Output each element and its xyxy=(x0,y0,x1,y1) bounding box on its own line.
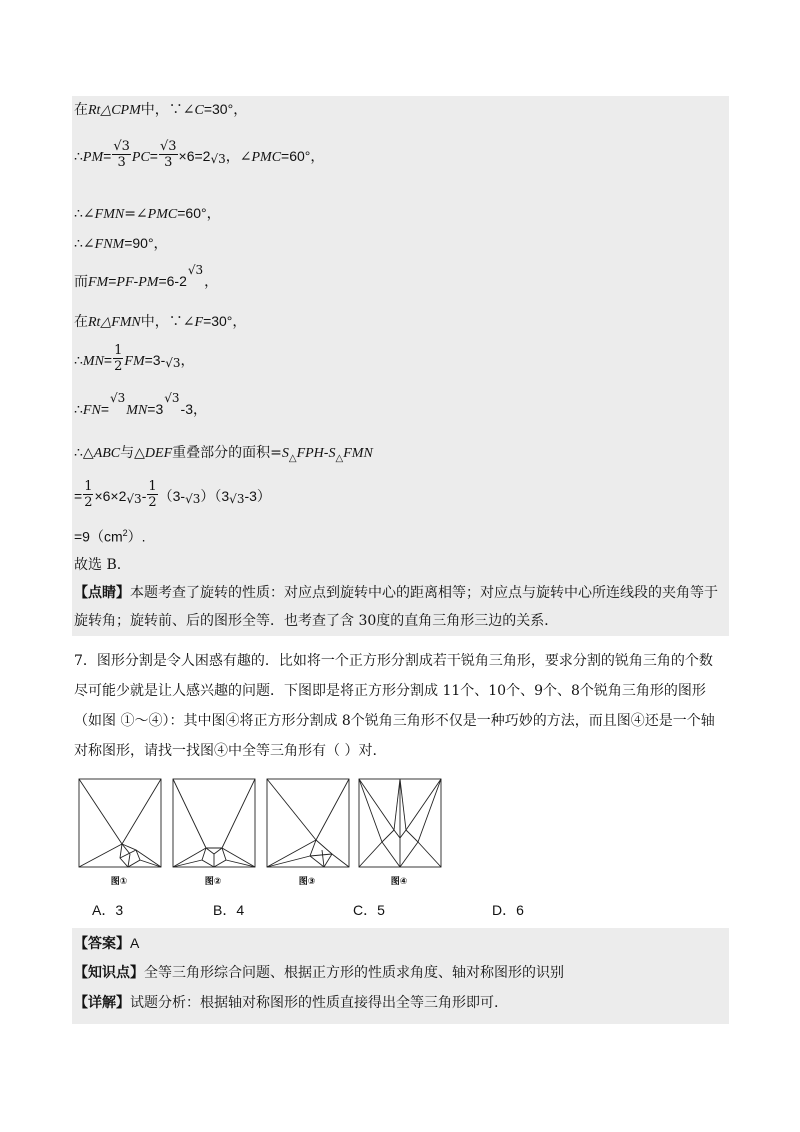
sol-line-11 xyxy=(74,524,146,546)
comment-line-2 xyxy=(74,612,558,630)
fraction xyxy=(113,343,123,374)
sqrt: √3 xyxy=(229,492,245,506)
text: 在 xyxy=(74,102,88,118)
comment-line-1 xyxy=(74,584,718,602)
answer-line xyxy=(74,934,139,953)
sol-line-1 xyxy=(74,100,247,120)
text: =9（cm xyxy=(74,528,123,545)
text: ∴∠ xyxy=(74,236,95,252)
knowledge-text: 全等三角形综合问题、根据正方形的性质求角度、轴对称图形的识别 xyxy=(144,965,564,981)
text: ，∠ xyxy=(225,149,252,165)
text: ）（3 xyxy=(200,488,230,504)
sqrt: √3 xyxy=(187,263,204,277)
answer-tag: 【答案】 xyxy=(74,936,130,952)
q7-line-3 xyxy=(74,712,715,730)
text: 重叠部分的面积= xyxy=(172,445,282,461)
sol-line-3 xyxy=(74,204,221,224)
text: - xyxy=(133,274,139,290)
figure-3-drawing xyxy=(266,778,350,870)
numerator: 1 xyxy=(114,342,123,358)
text: =90°， xyxy=(124,235,168,251)
sqrt: √3 xyxy=(164,391,180,405)
figure-4-drawing xyxy=(358,778,442,870)
sol-line-7 xyxy=(74,340,195,382)
figure-3 xyxy=(266,778,350,887)
text: - xyxy=(323,445,329,461)
text: S xyxy=(328,446,336,461)
text: PMC xyxy=(251,150,282,165)
text: ∴ xyxy=(74,353,83,369)
denominator: 3 xyxy=(112,154,131,170)
text: Rt△CPM xyxy=(88,103,141,118)
detail-line xyxy=(74,994,498,1012)
text: PM xyxy=(82,150,104,165)
option-b[interactable]: B．4 xyxy=(213,902,245,918)
text: =60°， xyxy=(281,148,325,164)
detail-tag: 【详解】 xyxy=(74,995,130,1011)
text: MN xyxy=(82,354,104,369)
text: 尽可能少就是让人感兴趣的问题．下图即是将正方形分割成 11个、10个、9个、8个锐角三角形的图形 xyxy=(74,683,706,699)
text: ∴△ xyxy=(74,445,94,461)
sqrt: √3 xyxy=(210,152,226,166)
text: FM xyxy=(124,354,145,369)
text: Rt△FMN xyxy=(88,315,141,330)
figure-4 xyxy=(358,778,442,887)
sol-line-9 xyxy=(74,444,373,468)
text: -3） xyxy=(244,488,271,504)
numerator: √3 xyxy=(159,138,177,154)
figure-1 xyxy=(78,778,162,887)
sol-line-6 xyxy=(74,312,246,332)
text: S xyxy=(281,446,289,461)
text: 而 xyxy=(74,274,88,290)
fraction xyxy=(147,479,157,510)
superscript: 2 xyxy=(122,528,128,538)
text: （3- xyxy=(158,488,186,504)
text: ∴ xyxy=(74,402,83,418)
text: = xyxy=(74,488,83,504)
fraction xyxy=(83,479,93,510)
sol-line-8 xyxy=(74,391,207,420)
text: FMN xyxy=(343,446,373,461)
text: ×6=2 xyxy=(178,148,211,164)
figure-1-caption: 图① xyxy=(110,877,128,887)
text: DEF xyxy=(144,446,173,461)
figure-2 xyxy=(172,778,256,887)
text: 故选 B. xyxy=(74,557,122,573)
text: 中，∵∠ xyxy=(140,102,195,118)
text: =3 xyxy=(147,401,164,417)
figure-4-caption: 图④ xyxy=(390,877,408,887)
text: = xyxy=(108,273,117,289)
sqrt: √3 xyxy=(185,492,201,506)
text: =∠ xyxy=(124,206,148,222)
numerator: √3 xyxy=(113,138,130,154)
text: C xyxy=(194,103,204,118)
sqrt: √3 xyxy=(110,391,126,405)
q7-line-4 xyxy=(74,742,377,760)
subscript: △ xyxy=(288,452,297,464)
option-d[interactable]: D．6 xyxy=(492,902,524,918)
answer-value: A xyxy=(130,935,140,951)
sol-line-4 xyxy=(74,234,168,254)
sol-line-10 xyxy=(74,476,271,517)
knowledge-line xyxy=(74,964,564,982)
q7-line-2 xyxy=(74,682,706,700)
text: =30°， xyxy=(203,313,247,329)
text: =60°， xyxy=(177,205,221,221)
text: 7．图形分割是令人困惑有趣的．比如将一个正方形分割成若干锐角三角形，要求分割的锐角三角的个数 xyxy=(74,653,713,669)
denominator: 2 xyxy=(114,358,123,374)
text: PMC xyxy=(147,207,178,222)
sol-line-12 xyxy=(74,556,121,574)
text: FM xyxy=(88,275,109,290)
text: = xyxy=(100,401,109,417)
text: PM xyxy=(138,275,159,290)
denominator: 2 xyxy=(84,494,93,510)
detail-text: 试题分析：根据轴对称图形的性质直接得出全等三角形即可. xyxy=(130,995,499,1011)
text: =6-2 xyxy=(158,273,187,289)
figure-3-caption: 图③ xyxy=(298,877,316,887)
comment-tag: 【点睛】 xyxy=(74,585,130,601)
figure-2-drawing xyxy=(172,778,256,870)
text: -3， xyxy=(180,401,207,417)
numerator: 1 xyxy=(148,478,157,494)
text: （如图 ①～④）：其中图④将正方形分割成 8个锐角三角形不仅是一种巧妙的方法，而且图④还是一个轴 xyxy=(74,713,715,729)
option-a[interactable]: A．3 xyxy=(92,902,124,918)
sqrt: √3 xyxy=(126,492,142,506)
option-c[interactable]: C．5 xyxy=(353,902,385,918)
sqrt: √3 xyxy=(165,356,181,370)
denominator: 2 xyxy=(148,494,157,510)
text: 在 xyxy=(74,314,88,330)
figure-2-caption: 图② xyxy=(204,877,222,887)
text: 与△ xyxy=(120,445,145,461)
text: FMN xyxy=(94,207,125,222)
text: =3- xyxy=(144,352,166,368)
text: ）. xyxy=(127,528,146,545)
text: FPH xyxy=(296,446,324,461)
denominator: 3 xyxy=(159,154,178,170)
text: PC xyxy=(131,150,150,165)
text: F xyxy=(194,315,204,330)
subscript: △ xyxy=(335,452,344,464)
text: 对称图形，请找一找图④中全等三角形有（ ）对. xyxy=(74,743,377,759)
text: ×6×2 xyxy=(94,488,127,504)
text: PF xyxy=(116,275,134,290)
text: = xyxy=(103,148,112,164)
sol-line-5 xyxy=(74,263,219,292)
fraction xyxy=(159,139,178,170)
text: FN xyxy=(82,403,101,418)
text: 中，∵∠ xyxy=(140,314,195,330)
text: =30°， xyxy=(203,101,248,117)
text: ABC xyxy=(93,446,121,461)
text: ， xyxy=(204,274,219,290)
fraction xyxy=(112,139,131,170)
text: ∴ xyxy=(74,149,83,165)
text: MN xyxy=(126,403,148,418)
text: 本题考查了旋转的性质：对应点到旋转中心的距离相等；对应点与旋转中心所连线段的夹角等于 xyxy=(130,585,718,601)
text: FNM xyxy=(94,237,125,252)
text: ， xyxy=(180,353,195,369)
text: = xyxy=(149,148,158,164)
q7-line-1 xyxy=(74,652,713,670)
text: = xyxy=(103,352,113,368)
sol-line-2 xyxy=(74,136,324,178)
figure-1-drawing xyxy=(78,778,162,870)
numerator: 1 xyxy=(84,478,93,494)
text: ∴∠ xyxy=(74,206,95,222)
text: - xyxy=(141,488,147,504)
knowledge-tag: 【知识点】 xyxy=(74,965,144,981)
text: 旋转角；旋转前、后的图形全等．也考查了含 30度的直角三角形三边的关系． xyxy=(74,613,559,629)
